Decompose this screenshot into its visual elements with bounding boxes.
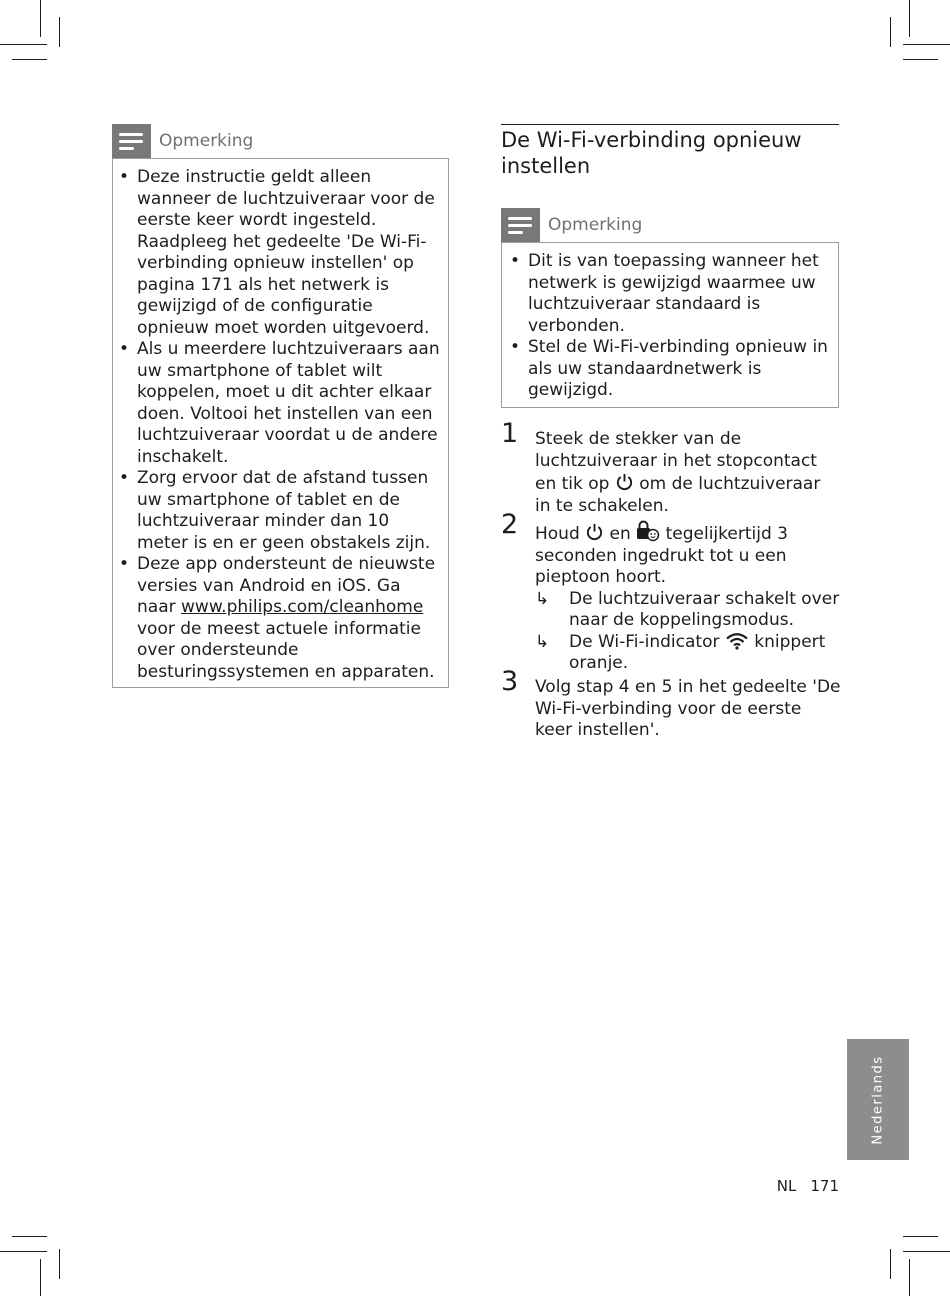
list-item: • Als u meerdere luchtzuiveraars aan uw smartphone of tablet wilt koppelen, moet u dit achter elkaar doen. Voltooi het instellen van een luchtzuiveraar voordat u de andere inschakelt. — [113, 339, 442, 468]
result-item — [535, 632, 841, 675]
crop-mark — [903, 44, 950, 45]
result-text: knippert oranje. — [569, 631, 826, 673]
note-icon — [112, 124, 151, 158]
crop-mark — [903, 1251, 950, 1252]
language-label: Nederlands — [870, 1054, 886, 1145]
list-item: • Dit is van toepassing wanneer het netwerk is gewijzigd waarmee uw luchtzuiveraar standaard is verbonden. — [504, 251, 830, 337]
page-footer — [777, 1177, 839, 1195]
list-item: • Stel de Wi-Fi-verbinding opnieuw in als uw standaardnetwerk is gewijzigd. — [504, 337, 830, 402]
crop-mark — [40, 1259, 41, 1296]
crop-mark — [903, 59, 938, 60]
step-text-part: tegelijkertijd 3 seconden ingedrukt tot u een pieptoon hoort. — [535, 524, 788, 587]
crop-mark — [909, 0, 910, 37]
list-item-text: voor de meest actuele informatie over ondersteunde besturingssystemen en apparaten. — [137, 618, 435, 682]
right-note-list — [504, 251, 830, 402]
language-tab — [847, 1039, 909, 1160]
step-text-part: om de luchtzuiveraar in te schakelen. — [535, 474, 821, 516]
section-reference: De Wi-Fi-verbinding voor de eerste keer instellen — [535, 677, 841, 740]
step-text-part: Volg stap 4 en 5 in het gedeelte ' — [535, 677, 817, 697]
list-item: • Zorg ervoor dat de afstand tussen uw smartphone of tablet en de luchtzuiveraar minder dan 10 meter is en er geen obstakels zijn. — [113, 468, 442, 554]
list-item-text: Deze app ondersteunt de nieuwste versies van Android en iOS. Ga naar — [137, 554, 436, 617]
step-number: 2 — [501, 509, 519, 540]
left-note-header — [112, 124, 253, 158]
footer-language: NL — [776, 1177, 797, 1195]
left-note-box — [112, 158, 449, 688]
child-lock-icon — [636, 520, 660, 542]
note-title: Opmerking — [159, 131, 254, 151]
step-2 — [501, 509, 841, 675]
left-note-list — [113, 167, 442, 683]
crop-mark — [59, 1249, 60, 1279]
list-item: • Deze instructie geldt alleen wanneer de luchtzuiveraar voor de eerste keer wordt ingesteld. Raadpleeg het gedeelte 'De Wi-Fi-verbinding opnieuw instellen' op pagina 171 als het netwerk is gewijzigd of de configuratie opnieuw moet worden uitgevoerd. — [113, 167, 442, 339]
step-text-part: Houd — [535, 524, 586, 544]
result-item: ↳ De luchtzuiveraar schakelt over naar de koppelingsmodus. — [535, 589, 841, 632]
crop-mark — [12, 59, 47, 60]
philips-link[interactable]: www.philips.com/cleanhome — [181, 597, 424, 617]
wifi-icon — [725, 632, 749, 650]
step-text-part: Steek de stekker van de luchtzuiveraar in het stopcontact en tik op — [535, 429, 817, 494]
step-number: 3 — [501, 666, 519, 697]
crop-mark — [40, 0, 41, 37]
step-1 — [501, 418, 841, 517]
result-text: De Wi-Fi-indicator — [569, 631, 725, 652]
page-number: 171 — [810, 1177, 839, 1195]
list-item — [113, 554, 442, 683]
right-note-header — [501, 208, 642, 242]
crop-mark — [0, 44, 47, 45]
crop-mark — [59, 17, 60, 47]
step-text — [535, 429, 841, 517]
step-text — [535, 677, 841, 742]
right-note-box — [501, 242, 839, 408]
step-text — [535, 520, 841, 675]
crop-mark — [12, 1236, 47, 1237]
power-icon — [585, 522, 604, 542]
note-icon — [501, 208, 540, 242]
crop-mark — [903, 1236, 938, 1237]
crop-mark — [0, 1251, 47, 1252]
step-text-part: '. — [649, 720, 660, 740]
note-title: Opmerking — [548, 215, 643, 235]
step-number: 1 — [501, 418, 519, 449]
crop-mark — [890, 17, 891, 47]
power-icon — [615, 472, 634, 492]
crop-mark — [909, 1259, 910, 1296]
step-text-part: en — [604, 524, 637, 544]
step-2-results — [535, 589, 841, 675]
step-3 — [501, 666, 841, 742]
section-title: De Wi-Fi-verbinding opnieuw instellen — [501, 124, 839, 179]
crop-mark — [890, 1249, 891, 1279]
